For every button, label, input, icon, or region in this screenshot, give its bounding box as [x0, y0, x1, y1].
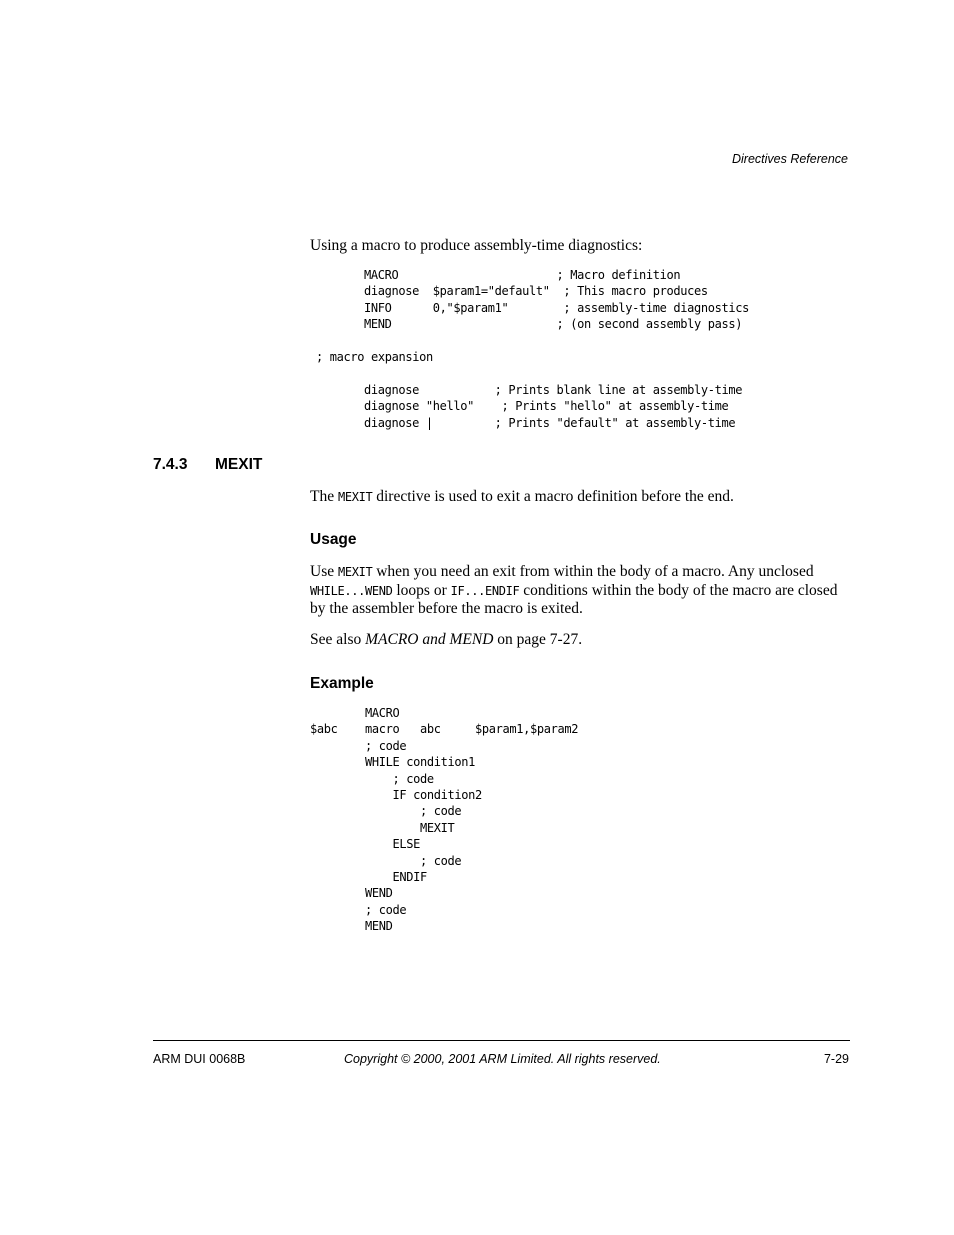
- inline-code-mexit: MEXIT: [337, 490, 373, 504]
- intro-paragraph: Using a macro to produce assembly-time diagnostics:: [310, 237, 643, 254]
- section-heading: [153, 456, 263, 474]
- cross-reference-link[interactable]: MACRO and MEND: [365, 631, 494, 648]
- example-heading: Example: [310, 675, 374, 692]
- usage-paragraph: Use MEXIT when you need an exit from within the body of a macro. Any unclosed WHILE...WEND loops or IF...ENDIF conditions within the body of the macro are closed by the assembler before the macro is exited.: [310, 563, 838, 617]
- inline-code-if-endif: IF...ENDIF: [450, 583, 520, 598]
- footer-rule: [153, 1040, 850, 1041]
- macro-expansion-comment: ; macro expansion: [316, 350, 433, 364]
- see-also-paragraph: See also MACRO and MEND on page 7-27.: [310, 631, 583, 648]
- description-paragraph: The MEXIT directive is used to exit a macro definition before the end.: [310, 488, 734, 505]
- inline-code-while-wend: WHILE...WEND: [310, 583, 393, 598]
- page-header-section: Directives Reference: [731, 152, 848, 166]
- example-code: MACRO $abc macro abc $param1,$param2 ; code WHILE condition1 ; code IF condition2 ; code MEXIT ELSE ; code ENDIF WEND ; code MEND: [310, 706, 579, 934]
- macro-expansion-code: diagnose ; Prints blank line at assembly-time diagnose "hello" ; Prints "hello" at assembly-time diagnose | ; Prints "default" at assembly-time: [364, 383, 743, 430]
- inline-code-mexit: MEXIT: [337, 565, 373, 579]
- section-number: 7.4.3: [153, 456, 188, 473]
- footer-copyright: Copyright © 2000, 2001 ARM Limited. All rights reserved.: [344, 1052, 661, 1066]
- macro-definition-code: MACRO ; Macro definition diagnose $param1="default" ; This macro produces INFO 0,"$param1" ; assembly-time diagnostics MEND ; (on second assembly pass): [364, 268, 749, 332]
- section-title: MEXIT: [215, 456, 263, 473]
- footer-doc-id: ARM DUI 0068B: [153, 1052, 246, 1066]
- usage-heading: Usage: [310, 531, 357, 548]
- footer-page-number: 7-29: [823, 1052, 849, 1066]
